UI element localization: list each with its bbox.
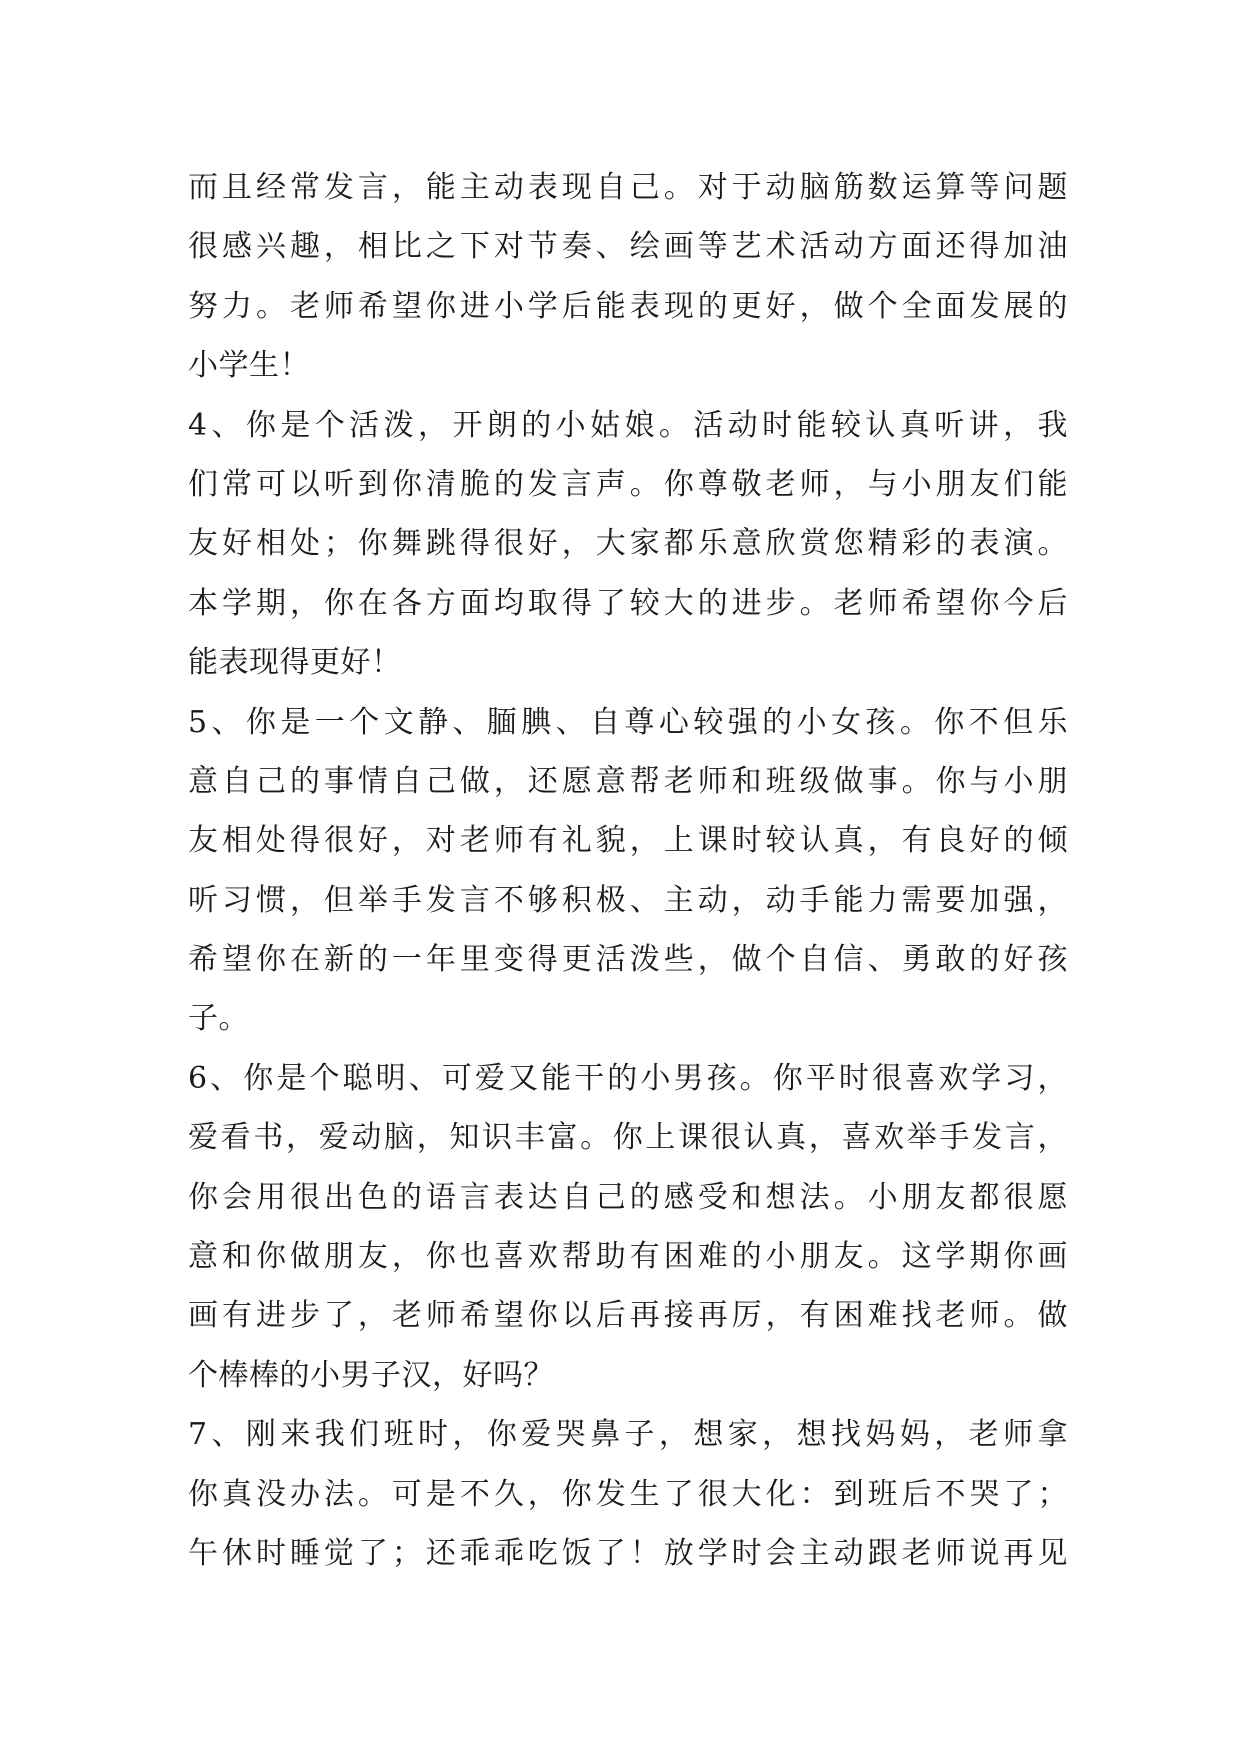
text-line: 5、你是一个文静、腼腆、自尊心较强的小女孩。你不但乐 (188, 704, 1068, 740)
text-line: 6、你是个聪明、可爱又能干的小男孩。你平时很喜欢学习， (188, 1060, 1068, 1096)
text-line: 能表现得更好！ (188, 645, 402, 681)
text-line: 4、你是个活泼，开朗的小姑娘。活动时能较认真听讲，我 (188, 407, 1068, 443)
text-line: 听习惯，但举手发言不够积极、主动，动手能力需要加强， (188, 882, 1068, 918)
text-line: 7、刚来我们班时，你爱哭鼻子，想家，想找妈妈，老师拿 (188, 1417, 1068, 1453)
text-line: 你会用很出色的语言表达自己的感受和想法。小朋友都很愿 (188, 1179, 1068, 1215)
document-body (188, 158, 1068, 1583)
text-line: 本学期，你在各方面均取得了较大的进步。老师希望你今后 (188, 585, 1068, 621)
text-line: 你真没办法。可是不久，你发生了很大化：到班后不哭了； (188, 1476, 1068, 1512)
text-line: 意和你做朋友，你也喜欢帮助有困难的小朋友。这学期你画 (188, 1239, 1068, 1275)
text-line: 友好相处；你舞跳得很好，大家都乐意欣赏您精彩的表演。 (188, 526, 1068, 562)
text-line: 子。 (188, 1001, 249, 1037)
text-line: 爱看书，爱动脑，知识丰富。你上课很认真，喜欢举手发言， (188, 1120, 1068, 1156)
text-line: 希望你在新的一年里变得更活泼些，做个自信、勇敢的好孩 (188, 942, 1068, 978)
text-line: 个棒棒的小男子汉，好吗？ (188, 1357, 554, 1393)
text-line: 意自己的事情自己做，还愿意帮老师和班级做事。你与小朋 (188, 763, 1068, 799)
text-line: 们常可以听到你清脆的发言声。你尊敬老师，与小朋友们能 (188, 466, 1068, 502)
text-line: 友相处得很好，对老师有礼貌，上课时较认真，有良好的倾 (188, 823, 1068, 859)
text-line: 努力。老师希望你进小学后能表现的更好，做个全面发展的 (188, 288, 1068, 324)
text-line: 而且经常发言，能主动表现自己。对于动脑筋数运算等问题 (188, 170, 1068, 205)
text-line: 小学生！ (188, 348, 310, 384)
text-line: 午休时睡觉了；还乖乖吃饭了！放学时会主动跟老师说再见 (188, 1535, 1068, 1571)
text-line: 很感兴趣，相比之下对节奏、绘画等艺术活动方面还得加油 (188, 229, 1068, 265)
text-line: 画有进步了，老师希望你以后再接再厉，有困难找老师。做 (188, 1298, 1068, 1334)
